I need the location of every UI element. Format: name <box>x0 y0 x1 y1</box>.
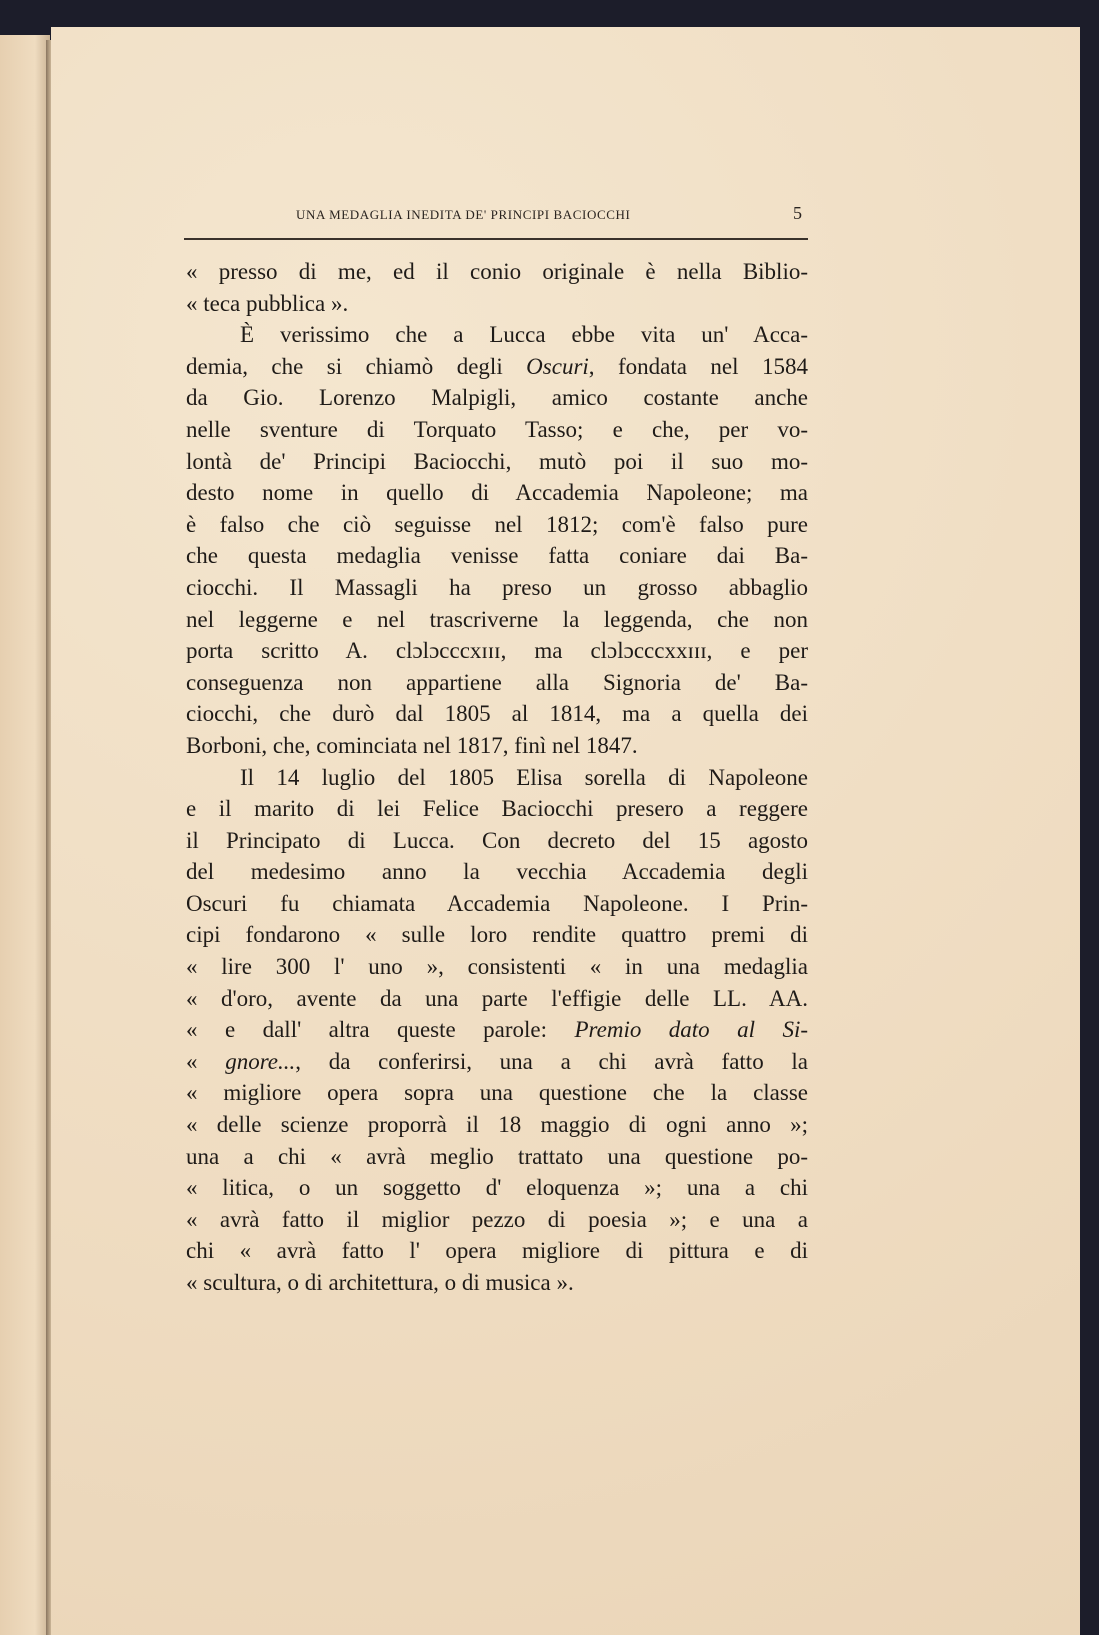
text-segment: cipi fondarono « sulle loro rendite quattro premi di <box>186 922 808 948</box>
text-segment: da Gio. Lorenzo Malpigli, amico costante anche <box>186 385 808 411</box>
text-segment: « lire 300 l' uno », consistenti « in una medaglia <box>186 954 808 980</box>
italic-text: Premio dato al Si- <box>574 1017 809 1043</box>
text-line <box>186 1172 808 1204</box>
text-line <box>186 856 808 888</box>
text-line <box>186 604 808 636</box>
text-line <box>186 288 808 320</box>
text-line <box>186 1235 808 1267</box>
italic-text: Oscuri <box>526 353 589 379</box>
text-segment: « litica, o un soggetto d' eloquenza »; una a chi <box>186 1175 808 1201</box>
text-segment: « <box>186 1048 226 1074</box>
text-line <box>186 635 808 667</box>
text-segment: ciocchi. Il Massagli ha preso un grosso abbaglio <box>186 574 808 600</box>
text-line <box>186 572 808 604</box>
text-line <box>186 730 808 762</box>
text-line <box>186 1014 808 1046</box>
text-line <box>186 446 808 478</box>
text-segment: , da conferirsi, una a chi avrà fatto la <box>295 1048 808 1074</box>
text-segment: « scultura, o di architettura, o di musica ». <box>186 1270 574 1295</box>
text-line <box>186 540 808 572</box>
text-segment: ciocchi, che durò dal 1805 al 1814, ma a quella dei <box>186 701 808 727</box>
text-segment: e il marito di lei Felice Baciocchi presero a reggere <box>186 796 808 822</box>
text-line <box>186 382 808 414</box>
text-line <box>186 1046 808 1078</box>
text-segment: « d'oro, avente da una parte l'effigie delle LL. AA. <box>186 985 808 1011</box>
text-line <box>186 1077 808 1109</box>
text-segment: è falso che ciò seguisse nel 1812; com'è falso pure <box>186 511 808 537</box>
running-title: UNA MEDAGLIA INEDITA DE' PRINCIPI BACIOCCHI <box>296 207 631 222</box>
text-segment: « e dall' altra queste parole: <box>186 1017 575 1043</box>
text-segment: desto nome in quello di Accademia Napoleone; ma <box>186 480 808 506</box>
text-line <box>186 351 808 383</box>
text-line <box>186 1109 808 1141</box>
facing-page-edge <box>0 35 50 1635</box>
text-segment: nelle sventure di Torquato Tasso; e che, per vo- <box>186 416 808 442</box>
text-segment: che questa medaglia venisse fatta coniare dai Ba- <box>186 543 808 569</box>
text-line <box>186 762 808 794</box>
header-rule <box>184 238 808 240</box>
text-segment: « migliore opera sopra una questione che la classe <box>186 1080 808 1106</box>
text-segment: « presso di me, ed il conio originale è nella Biblio- <box>186 259 808 284</box>
text-segment: Borboni, che, cominciata nel 1817, finì nel 1847. <box>186 732 638 758</box>
text-segment: , fondata nel 1584 <box>588 353 808 379</box>
text-segment: porta scritto A. clɔlɔcccxɪɪɪ, ma clɔlɔcccxxɪɪɪ, e per <box>186 638 808 664</box>
text-line <box>186 1267 808 1299</box>
text-line <box>186 983 808 1015</box>
text-line <box>186 825 808 857</box>
text-segment: « delle scienze proporrà il 18 maggio di ogni anno »; <box>186 1112 808 1138</box>
text-segment: chi « avrà fatto l' opera migliore di pittura e di <box>186 1238 808 1264</box>
text-line <box>186 509 808 541</box>
text-segment: nel leggerne e nel trascriverne la leggenda, che non <box>186 606 808 632</box>
text-segment: « teca pubblica ». <box>186 290 349 316</box>
text-line <box>186 414 808 446</box>
text-segment: « avrà fatto il miglior pezzo di poesia »; e una a <box>186 1206 808 1232</box>
text-line <box>186 888 808 920</box>
text-line <box>186 667 808 699</box>
page-number: 5 <box>793 203 802 223</box>
text-segment: È verissimo che a Lucca ebbe vita un' Acca- <box>240 322 808 348</box>
text-segment: conseguenza non appartiene alla Signoria de' Ba- <box>186 669 808 695</box>
text-line <box>186 1141 808 1173</box>
text-segment: il Principato di Lucca. Con decreto del 15 agosto <box>186 827 808 853</box>
text-segment: lontà de' Principi Baciocchi, mutò poi il suo mo- <box>186 448 808 474</box>
body-text <box>186 256 808 1299</box>
text-line <box>186 919 808 951</box>
italic-text: gnore... <box>225 1048 296 1074</box>
text-line <box>186 256 808 288</box>
text-line <box>186 1204 808 1236</box>
text-line <box>186 319 808 351</box>
text-segment: Il 14 luglio del 1805 Elisa sorella di Napoleone <box>240 764 808 790</box>
text-line <box>186 698 808 730</box>
text-line <box>186 477 808 509</box>
text-line <box>186 951 808 983</box>
text-line <box>186 793 808 825</box>
text-segment: Oscuri fu chiamata Accademia Napoleone. I Prin- <box>186 890 808 916</box>
text-segment: demia, che si chiamò degli <box>186 353 527 379</box>
text-segment: una a chi « avrà meglio trattato una questione po- <box>186 1143 808 1169</box>
text-segment: del medesimo anno la vecchia Accademia degli <box>186 859 808 885</box>
